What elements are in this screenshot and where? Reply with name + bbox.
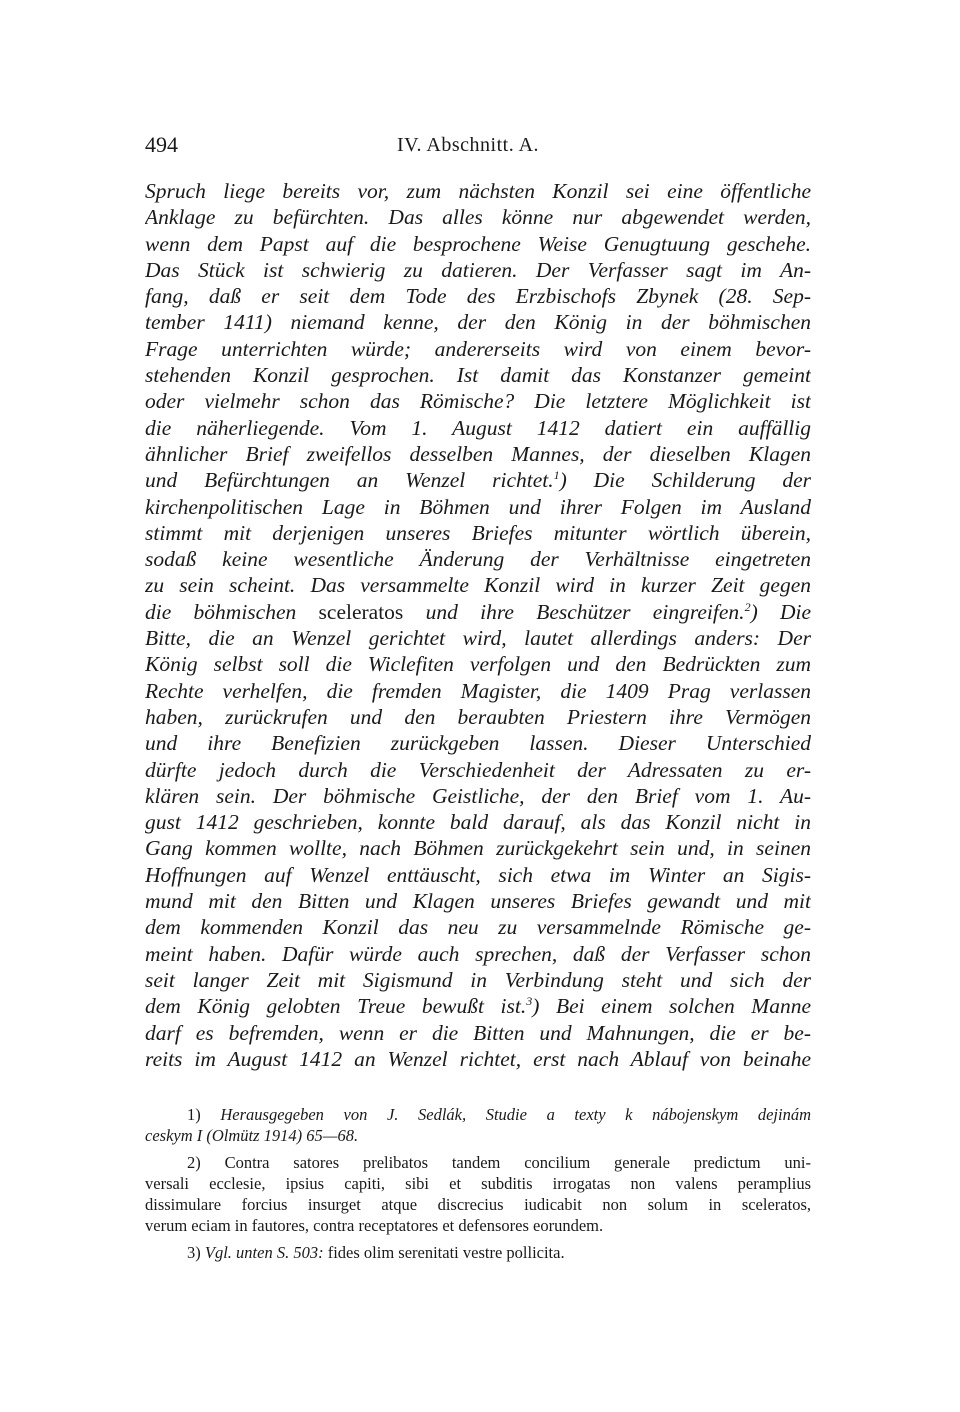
footnote-marker: 2)	[187, 1153, 225, 1172]
body-line: dürfte jedoch durch die Verschiedenheit der Adressaten zu er-	[145, 757, 811, 782]
footnote-marker: 1)	[187, 1105, 221, 1124]
body-line: zu sein scheint. Das versammelte Konzil wird in kurzer Zeit gegen	[145, 573, 811, 598]
footnote-marker: 3)	[187, 1243, 205, 1262]
footnote-1-cont: ceskym I (Olmütz 1914) 65—68.	[145, 1126, 359, 1145]
body-line: und ihre Benefizien zurückgeben lassen. Dieser Unterschied	[145, 731, 811, 756]
body-line: ähnlicher Brief zweifellos desselben Mannes, der dieselben Klagen	[145, 441, 811, 466]
body-line: sodaß keine wesentliche Änderung der Verhältnisse eingetreten	[145, 547, 811, 572]
footnote-ref[interactable]: 3	[526, 994, 533, 1009]
body-line: seit langer Zeit mit Sigismund in Verbindung steht und sich der	[145, 967, 811, 992]
footnote-2-cont: versali ecclesie, ipsius capiti, sibi et subditis irrogatas non valens peramplius	[145, 1174, 811, 1193]
body-line: Spruch liege bereits vor, zum nächsten Konzil sei eine öffentliche	[145, 179, 811, 203]
body-line: Rechte verhelfen, die fremden Magister, die 1409 Prag verlassen	[145, 678, 811, 703]
body-line: Anklage zu befürchten. Das alles könne nur abgewendet werden,	[145, 205, 811, 230]
latin-word: sceleratos	[318, 599, 404, 624]
footnotes	[145, 1104, 811, 1263]
body-fragment: und Befürchtungen an Wenzel richtet.	[145, 468, 554, 493]
body-line: Hoffnungen auf Wenzel enttäuscht, sich etwa im Winter an Sigis-	[145, 862, 811, 887]
body-line: stehenden Konzil gesprochen. Ist damit das Konstanzer gemeint	[145, 363, 811, 388]
footnote-ref[interactable]: 2	[744, 599, 751, 614]
footnote-text: Contra satores prelibatos tandem concilium generale predictum uni-	[224, 1153, 811, 1172]
footnote-1	[145, 1104, 811, 1125]
body-fragment: die böhmischen	[145, 599, 297, 624]
footnote-reference-text: Vgl. unten S. 503:	[204, 1243, 324, 1262]
body-line: meint haben. Dafür würde auch sprechen, daß der Verfasser schon	[145, 941, 811, 966]
body-line: oder vielmehr schon das Römische? Die letztere Möglichkeit ist	[145, 389, 811, 414]
body-line: die näherliegende. Vom 1. August 1412 datiert ein auffällig	[145, 415, 811, 440]
footnote-2-cont: verum eciam in fautores, contra receptatores et defensores eorundem.	[145, 1216, 604, 1235]
body-fragment: ) Die	[750, 599, 811, 624]
body-line: kirchenpolitischen Lage in Böhmen und ihrer Folgen im Ausland	[145, 494, 811, 519]
footnote-ref[interactable]: 1	[553, 468, 560, 483]
body-line	[145, 993, 811, 1019]
body-line: Gang kommen wollte, nach Böhmen zurückgekehrt sein und, in seinen	[145, 836, 811, 861]
body-line	[145, 467, 811, 493]
body-line: stimmt mit derjenigen unseres Briefes mitunter wörtlich überein,	[145, 520, 811, 545]
body-fragment: und ihre Beschützer eingreifen.	[425, 599, 745, 624]
footnote-2-cont: dissimulare forcius insurget atque discrecius iudicabit non solum in sceleratos,	[145, 1195, 811, 1214]
running-head: IV. Abschnitt. A.	[397, 134, 540, 156]
body-line: darf es befremden, wenn er die Bitten und Mahnungen, die er be-	[145, 1020, 811, 1045]
body-line: klären sein. Der böhmische Geistliche, der den Brief vom 1. Au-	[145, 783, 811, 808]
body-text	[145, 178, 811, 1072]
footnote-text: fides olim serenitati vestre pollicita.	[323, 1243, 565, 1262]
body-line: gust 1412 geschrieben, konnte bald darauf, als das Konzil nicht in	[145, 810, 811, 835]
body-line: haben, zurückrufen und den beraubten Priestern ihre Vermögen	[145, 704, 811, 729]
footnote-3	[145, 1242, 811, 1263]
body-fragment: ) Die Schilderung der	[559, 468, 811, 493]
footnote-2	[145, 1152, 811, 1173]
page-number: 494	[145, 132, 178, 157]
body-line: fang, daß er seit dem Tode des Erzbischofs Zbynek (28. Sep-	[145, 284, 811, 309]
body-line	[145, 599, 811, 625]
body-line: König selbst soll die Wiclefiten verfolgen und den Bedrückten zum	[145, 652, 811, 677]
body-line: wenn dem Papst auf die besprochene Weise Genugtuung geschehe.	[145, 231, 811, 256]
body-line: Bitte, die an Wenzel gerichtet wird, lautet allerdings anders: Der	[145, 626, 811, 651]
body-fragment: dem König gelobten Treue bewußt ist.	[145, 994, 527, 1019]
body-line: Frage unterrichten würde; andererseits wird von einem bevor-	[145, 336, 811, 361]
body-line: Das Stück ist schwierig zu datieren. Der Verfasser sagt im An-	[145, 257, 811, 282]
body-fragment: ) Bei einem solchen Manne	[532, 994, 811, 1019]
footnote-text: Herausgegeben von J. Sedlák, Studie a texty k nábojenskym dejinám	[220, 1105, 811, 1124]
body-line: dem kommenden Konzil das neu zu versammelnde Römische ge-	[145, 915, 811, 940]
page-header	[145, 132, 815, 158]
body-line: tember 1411) niemand kenne, der den König in der böhmischen	[145, 310, 811, 335]
body-line: mund mit den Bitten und Klagen unseres Briefes gewandt und mit	[145, 889, 811, 914]
body-line: reits im August 1412 an Wenzel richtet, erst nach Ablauf von beinahe	[145, 1046, 811, 1071]
